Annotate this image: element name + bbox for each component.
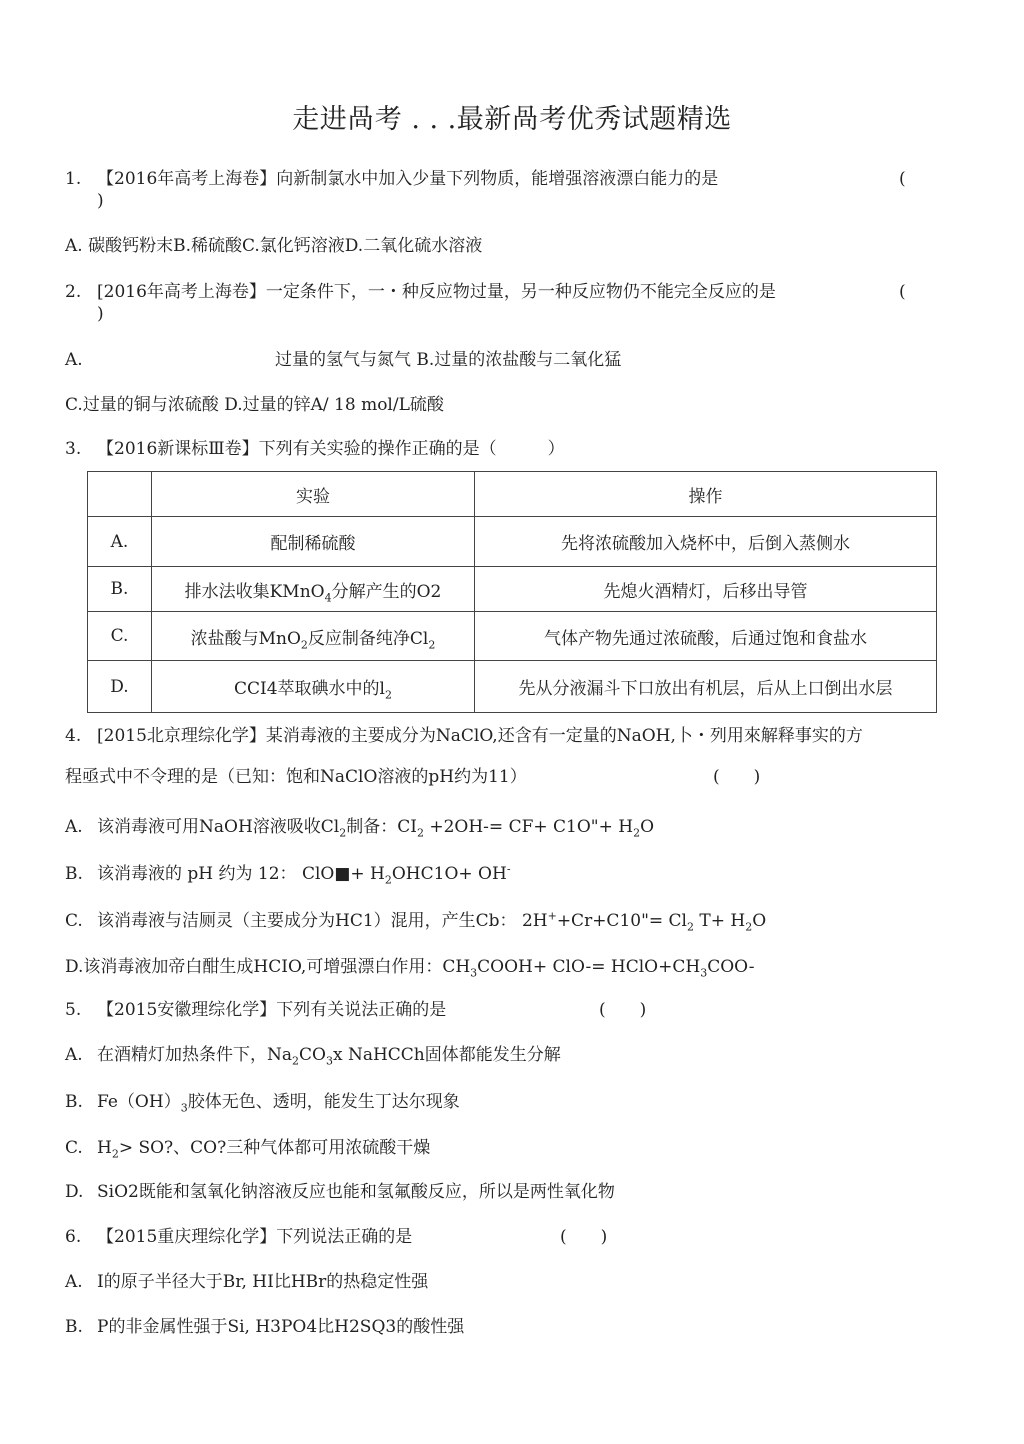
option-label: A.	[65, 1045, 83, 1065]
question-stem-continued: 程亟式中不令理的是（已知：饱和NaClO溶液的pH约为11）	[65, 767, 527, 787]
operation-cell: 先将浓硫酸加入烧杯中，后倒入蒸侧水	[475, 517, 937, 567]
option-c: 该消毒液与洁厕灵（主要成分为HC1）混用，产生Cb： 2H++Cr+C10"= $Cl_2$ $T+ H_2O$	[97, 909, 767, 934]
option-label: C.	[65, 1138, 83, 1158]
row-label: D.	[88, 661, 152, 713]
table-header-cell	[88, 472, 152, 517]
option-label: B.	[65, 1317, 83, 1337]
option-a: 在酒精灯加热条件下，$Na_2CO_3x$ NaHCCh固体都能发生分解	[97, 1045, 561, 1068]
question-number: 6.	[65, 1227, 82, 1247]
question-stem: 【2016新课标Ⅲ卷】下列有关实验的操作正确的是（ ）	[97, 439, 565, 459]
question-stem: 【2015安徽理综化学】下列有关说法正确的是	[97, 1000, 447, 1020]
question-number: 4.	[65, 726, 82, 746]
experiment-table	[87, 471, 937, 713]
answer-paren-open: (	[899, 282, 906, 302]
table-header-cell: 实验	[152, 472, 475, 517]
option-a: I的原子半径大于Br, HI比HBr的热稳定性强	[97, 1272, 429, 1292]
row-label: A.	[88, 517, 152, 567]
question-stem: [2015北京理综化学】某消毒液的主要成分为NaClO,还含有一定量的NaOH,卜・列用來解释事实的方	[97, 726, 863, 746]
option-label: A.	[65, 817, 83, 837]
options-line: 过量的氢气与氮气 B.过量的浓盐酸与二氧化猛	[275, 350, 622, 370]
answer-paren-open: (	[899, 169, 906, 189]
option-label: B.	[65, 1092, 83, 1112]
answer-paren-close: )	[97, 191, 104, 211]
option-label: A.	[65, 1272, 83, 1292]
operation-cell: 先从分液漏斗下口放出有机层，后从上口倒出水层	[475, 661, 937, 713]
options-line: C.过量的铜与浓硫酸 D.过量的锌A/ 18 mol/L硫酸	[65, 395, 444, 415]
option-d: D.该消毒液加帝白酣生成HCIO,可增强漂白作用：$CH_3COOH+ ClO-=$ $HClO+CH_3COO-$	[65, 957, 755, 980]
table-row	[88, 567, 937, 612]
question-stem: 【2015重庆理综化学】下列说法正确的是	[97, 1227, 413, 1247]
experiment-cell: 浓盐酸与MnO$_2$反应制备纯净$Cl_2$	[152, 612, 475, 661]
table-row	[88, 661, 937, 713]
answer-paren: ( )	[713, 767, 761, 787]
row-label: C.	[88, 612, 152, 661]
experiment-cell: 配制稀硫酸	[152, 517, 475, 567]
answer-paren: ( )	[599, 1000, 647, 1020]
option-label: C.	[65, 911, 83, 931]
option-label: B.	[65, 864, 83, 884]
table-header-cell: 操作	[475, 472, 937, 517]
table-row	[88, 517, 937, 567]
question-stem: [2016年高考上海卷】一定条件下，一・种反应物过量，另一种反应物仍不能完全反应的是	[97, 282, 776, 302]
answer-paren: ( )	[560, 1227, 608, 1247]
experiment-cell: CCI4萃取碘水中的$l_2$	[152, 661, 475, 713]
question-stem: 【2016年高考上海卷】向新制氯水中加入少量下列物质，能增强溶液漂白能力的是	[97, 169, 719, 189]
question-number: 5.	[65, 1000, 82, 1020]
row-label: B.	[88, 567, 152, 612]
operation-cell: 先熄火酒精灯，后移出导管	[475, 567, 937, 612]
experiment-cell: 排水法收集KMnO$_4$分解产生的O2	[152, 567, 475, 612]
option-b: $Fe(OH)_3$胶体无色、透明，能发生丁达尔现象	[97, 1092, 460, 1115]
question-number: 3.	[65, 439, 82, 459]
option-d: SiO2既能和氢氧化钠溶液反应也能和氢氟酸反应，所以是两性氧化物	[97, 1182, 615, 1202]
table-row	[88, 612, 937, 661]
page-title: 走进咼考 . . .最新咼考优秀试题精选	[292, 104, 732, 135]
options-line: A. 碳酸钙粉末B.稀硫酸C.氯化钙溶液D.二氧化硫水溶液	[65, 236, 483, 256]
table-header-row	[88, 472, 937, 517]
answer-paren-close: )	[97, 304, 104, 324]
option-label: D.	[65, 1182, 84, 1202]
question-number: 1.	[65, 169, 82, 189]
option-a: 该消毒液可用NaOH溶液吸收$Cl_2$制备：$CI_2 +2OH-= CF+$ C1O"+ $H_2O$	[97, 817, 655, 840]
question-number: 2.	[65, 282, 82, 302]
option-c: $H_2>$ SO?、CO?三种气体都可用浓硫酸干燥	[97, 1138, 431, 1161]
option-label: A.	[65, 350, 83, 370]
operation-cell: 气体产物先通过浓硫酸，后通过饱和食盐水	[475, 612, 937, 661]
option-b: 该消毒液的 pH 约为 12： ClO■+ $H_2OHC1O+ OH^-$	[97, 862, 511, 887]
option-b: P的非金属性强于Si, H3PO4比H2SQ3的酸性强	[97, 1317, 465, 1337]
